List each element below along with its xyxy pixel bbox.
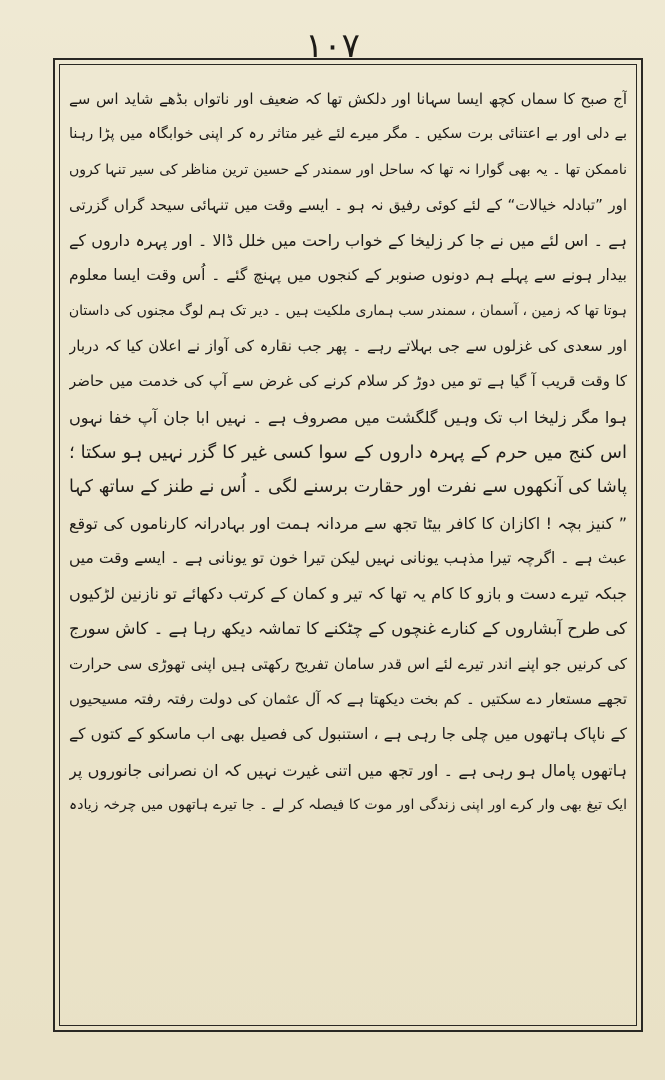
text-line: ہاتھوں پامال ہو رہی ہے ۔ اور تجھ میں اتنی غیرت نہیں کہ ان نصرانی جانوروں پر bbox=[69, 760, 627, 780]
text-line: پاشا کی آنکھوں سے نفرت اور حقارت برسنے لگی ۔ اُس نے طنز کے ساتھ کہا bbox=[69, 477, 627, 498]
text-line: کی طرح آبشاروں کے کنارے غنچوں کے چٹکنے کا تماشہ دیکھ رہا ہے ۔ کاش سورج bbox=[69, 619, 627, 639]
text-line: اور سعدی کی غزلوں سے جی بہلاتے رہے ۔ پھر جب نقارہ کی آواز نے اعلان کیا کہ دربار bbox=[69, 337, 627, 356]
text-line: ” کنیز بچہ ! اکازان کا کافر بیٹا تجھ سے مردانہ ہمت اور بہادرانہ کارناموں کی توقع bbox=[69, 513, 627, 533]
text-line: کے ناپاک ہاتھوں میں چلی جا رہی ہے ، استنبول کی فصیل بھی اب ماسکو کے کتوں کے bbox=[69, 725, 627, 744]
text-line: بے دلی اور بے اعتنائی برت سکیں ۔ مگر میرے لئے غیر متاثر رہ کر اپنی خوابگاہ میں پڑا رہنا bbox=[69, 126, 627, 143]
text-line: کی کرنیں جو اپنے اندر تیرے لئے اس قدر سامان تفریح رکھتی ہیں اپنی تھوڑی سی حرارت bbox=[69, 654, 627, 673]
text-line: ایک تیغ بھی وار کرے اور اپنی زندگی اور موت کا فیصلہ کر لے ۔ جا تیرے ہاتھوں میں چرخہ زیادہ bbox=[69, 796, 627, 813]
text-line: ہے ۔ اس لئے میں نے جا کر زلیخا کے خواب راحت میں خلل ڈالا ۔ اور پہرہ داروں کے bbox=[69, 231, 627, 251]
text-line: اس کنج میں حرم کے پہرہ داروں کے سوا کسی غیر کا گزر نہیں ہو سکتا ؛ bbox=[69, 441, 627, 463]
text-line: کا وقت قریب آ گیا ہے تو میں دوڑ کر سلام کرنے کی غرض سے آپ کی خدمت میں حاضر bbox=[69, 372, 627, 391]
text-line: آج صبح کا سماں کچھ ایسا سہانا اور دلکش تھا کہ ضعیف اور ناتواں بڈھے شاید اس سے bbox=[69, 90, 627, 108]
text-line: ہوا مگر زلیخا اب تک وہیں گلگشت میں مصروف ہے ۔ نہیں ابا جان آپ خفا نہوں bbox=[69, 407, 627, 427]
page-number: ١٠٧ bbox=[305, 26, 360, 66]
text-line: اور ”تبادلہ خیالات“ کے لئے کوئی رفیق نہ ہو ۔ ایسے وقت میں تنہائی سیحد گراں گزرتی bbox=[69, 195, 627, 214]
page-border-outer bbox=[53, 58, 643, 1032]
text-line: بیدار ہونے سے پہلے ہم دونوں صنوبر کے کنجوں میں پہنچ گئے ۔ اُس وقت ایسا معلوم bbox=[69, 266, 627, 285]
text-line: تجھے مستعار دے سکتیں ۔ کم بخت دیکھتا ہے کہ آل عثمان کی دولت رفتہ رفتہ مسیحیوں bbox=[69, 690, 627, 709]
text-line: ہوتا تھا کہ زمین ، آسمان ، سمندر سب ہماری ملکیت ہیں ۔ دیر تک ہم لوگ مجنوں کی داستان bbox=[69, 302, 627, 319]
text-line: جبکہ تیرے دست و بازو کا کام یہ تھا کہ تیر و کمان کے کرتب دکھائے تو نازنین لڑکیوں bbox=[69, 584, 627, 604]
page-text-body bbox=[69, 82, 627, 1018]
text-line: ناممکن تھا ۔ یہ بھی گوارا نہ تھا کہ ساحل اور سمندر کے حسین ترین مناظر کی سیر تنہا کروں bbox=[69, 161, 627, 178]
text-line: عبث ہے ۔ اگرچہ تیرا مذہب یونانی نہیں لیکن تیرا خون تو یونانی ہے ۔ ایسے وقت میں bbox=[69, 548, 627, 567]
